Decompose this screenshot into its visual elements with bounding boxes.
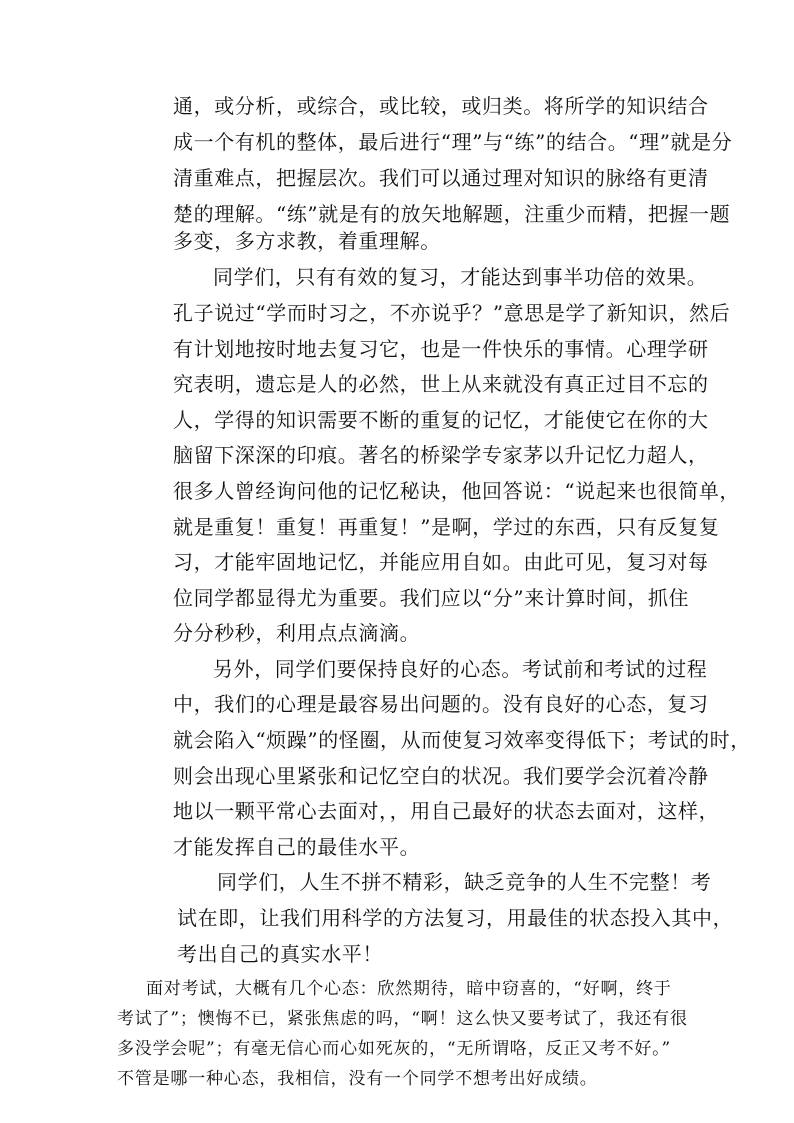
text-line: 不管是哪一种心态，我相信，没有一个同学不想考出好成绩。 — [117, 1069, 598, 1089]
text-line: 究表明，遗忘是人的必然，世上从来就没有真正过目不忘的 — [173, 372, 709, 396]
text-line: 考试了”；懊悔不已，紧张焦虑的吗，“啊！这么快又要考试了，我还有很 — [117, 1009, 688, 1029]
text-line: 清重难点，把握层次。我们可以通过理对知识的脉络有更清 — [173, 166, 709, 190]
text-line: 另外，同学们要保持良好的心态。考试前和考试的过程 — [213, 657, 708, 681]
text-line: 有计划地按时地去复习它，也是一件快乐的事情。心理学研 — [173, 337, 709, 361]
text-line: 试在即，让我们用科学的方法复习，用最佳的状态投入其中， — [177, 906, 734, 930]
text-line: 成一个有机的整体，最后进行“理”与“练”的结合。“理”就是分 — [173, 130, 733, 154]
text-line: 就是重复！重复！再重复！”是啊，学过的东西，只有反复复 — [173, 515, 720, 539]
text-line: 地以一颗平常心去面对，，用自己最好的状态去面对，这样， — [173, 799, 720, 823]
text-line: 则会出现心里紧张和记忆空白的状况。我们要学会沉着冷静 — [173, 764, 709, 788]
text-line: 位同学都显得尤为重要。我们应以“分”来计算时间，抓住 — [173, 586, 690, 610]
text-line: 同学们，人生不拼不精彩，缺乏竞争的人生不完整！考 — [217, 870, 712, 894]
text-line: 通，或分析，或综合，或比较，或归类。将所学的知识结合 — [173, 94, 709, 118]
text-line: 很多人曾经询问他的记忆秘诀，他回答说：“说起来也很简单， — [173, 479, 741, 503]
text-line: 才能发挥自己的最佳水平。 — [173, 835, 421, 859]
text-line: 人，学得的知识需要不断的重复的记忆，才能使它在你的大 — [173, 408, 709, 432]
text-line: 中，我们的心理是最容易出问题的。没有良好的心态，复习 — [173, 692, 709, 716]
text-line: 习，才能牢固地记忆，并能应用自如。由此可见，复习对每 — [173, 550, 709, 574]
text-line: 面对考试，大概有几个心态：欣然期待，暗中窃喜的，“好啊，终于 — [146, 979, 672, 999]
text-line: 考出自己的真实水平！ — [177, 942, 383, 966]
text-line: 同学们，只有有效的复习，才能达到事半功倍的效果。 — [213, 265, 708, 289]
text-line: 孔子说过“学而时习之，不亦说乎？”意思是学了新知识，然后 — [173, 301, 731, 325]
text-line: 脑留下深深的印痕。著名的桥梁学专家茅以升记忆力超人， — [173, 443, 709, 467]
text-line: 楚的理解。“练”就是有的放矢地解题，注重少而精，把握一题 — [173, 202, 731, 226]
text-line: 分分秒秒，利用点点滴滴。 — [173, 621, 421, 645]
text-line: 就会陷入“烦躁”的怪圈，从而使复习效率变得低下；考试的时， — [173, 728, 751, 752]
text-line: 多没学会呢”；有毫无信心而心如死灰的，“无所谓咯，反正又考不好。” — [117, 1039, 671, 1059]
text-line: 多变，多方求教，着重理解。 — [173, 229, 441, 253]
